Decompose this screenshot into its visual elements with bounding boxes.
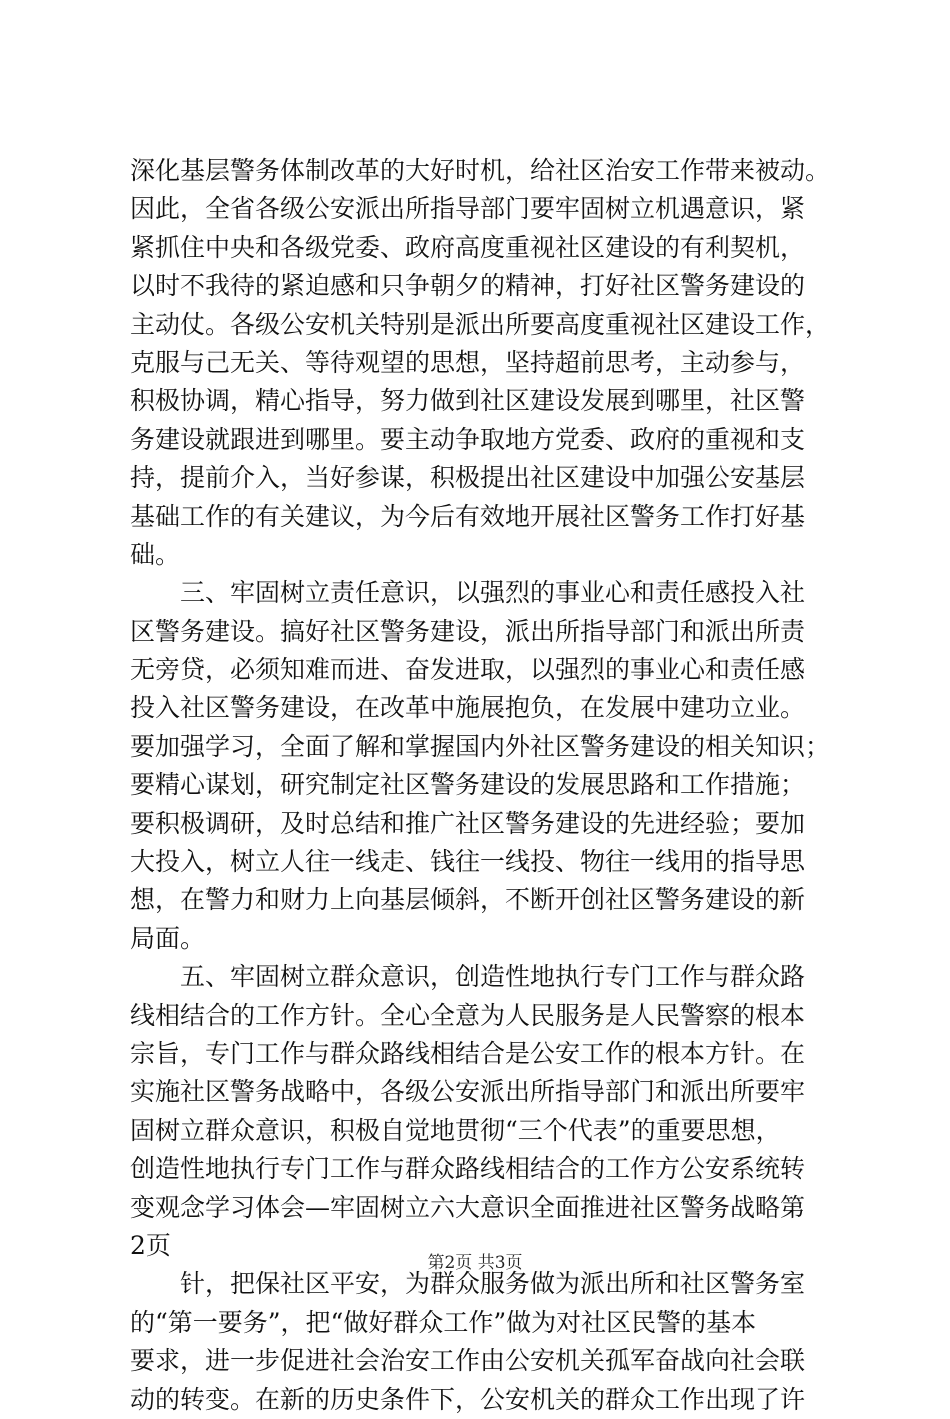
text-line: 线相结合的工作方针。全心全意为人民服务是人民警察的根本 <box>130 1000 806 1030</box>
text-line: 局面。 <box>130 923 206 953</box>
text-line: 五、牢固树立群众意识，创造性地执行专门工作与群众路 <box>180 962 806 992</box>
text-line: 持，提前介入，当好参谋，积极提出社区建设中加强公安基层 <box>130 463 806 493</box>
text-line: 积极协调，精心指导，努力做到社区建设发展到哪里，社区警 <box>130 386 806 416</box>
text-line: 实施社区警务战略中，各级公安派出所指导部门和派出所要牢 <box>130 1077 806 1107</box>
text-line: 基础工作的有关建议，为今后有效地开展社区警务工作打好基 <box>130 501 806 531</box>
text-line: 务建设就跟进到哪里。要主动争取地方党委、政府的重视和支 <box>130 424 806 454</box>
text-line: 区警务建设。搞好社区警务建设，派出所指导部门和派出所责 <box>130 616 806 646</box>
text-line: 要精心谋划，研究制定社区警务建设的发展思路和工作措施； <box>130 770 806 800</box>
text-line: 因此，全省各级公安派出所指导部门要牢固树立机遇意识，紧 <box>130 194 806 224</box>
text-line: 固树立群众意识，积极自觉地贯彻“三个代表”的重要思想， <box>130 1115 781 1145</box>
text-line: 动的转变。在新的历史条件下，公安机关的群众工作出现了许 <box>130 1384 806 1414</box>
page-footer: 第2页 共3页 <box>427 1253 523 1273</box>
text-line: 要积极调研，及时总结和推广社区警务建设的先进经验；要加 <box>130 808 806 838</box>
text-line: 变观念学习体会—牢固树立六大意识全面推进社区警务战略第 <box>130 1192 806 1222</box>
text-line: 克服与己无关、等待观望的思想，坚持超前思考，主动参与， <box>130 347 806 377</box>
text-line: 想，在警力和财力上向基层倾斜，不断开创社区警务建设的新 <box>130 885 806 915</box>
text-line: 投入社区警务建设，在改革中施展抱负，在发展中建功立业。 <box>130 693 806 723</box>
text-line: 深化基层警务体制改革的大好时机，给社区治安工作带来被动。 <box>130 156 831 185</box>
text-line: 针，把保社区平安，为群众服务做为派出所和社区警务室 <box>180 1269 806 1299</box>
text-line: 以时不我待的紧迫感和只争朝夕的精神，打好社区警务建设的 <box>130 271 806 301</box>
text-line: 宗旨，专门工作与群众路线相结合是公安工作的根本方针。在 <box>130 1038 806 1068</box>
text-line: 础。 <box>130 539 181 569</box>
text-line: 创造性地执行专门工作与群众路线相结合的工作方公安系统转 <box>130 1154 806 1184</box>
text-line: 的“第一要务”，把“做好群众工作”做为对社区民警的基本 <box>130 1307 757 1337</box>
text-line: 三、牢固树立责任意识，以强烈的事业心和责任感投入社 <box>180 578 806 608</box>
text-line: 紧抓住中央和各级党委、政府高度重视社区建设的有利契机， <box>130 232 806 262</box>
text-line: 主动仗。各级公安机关特别是派出所要高度重视社区建设工作， <box>130 309 831 339</box>
document-body <box>130 152 830 1419</box>
text-line: 2页 <box>130 1230 171 1260</box>
text-line: 要求，进一步促进社会治安工作由公安机关孤军奋战向社会联 <box>130 1346 806 1376</box>
text-line: 无旁贷，必须知难而进、奋发进取，以强烈的事业心和责任感 <box>130 655 806 685</box>
text-line: 大投入，树立人往一线走、钱往一线投、物往一线用的指导思 <box>130 847 806 877</box>
text-line: 要加强学习，全面了解和掌握国内外社区警务建设的相关知识； <box>130 731 831 761</box>
